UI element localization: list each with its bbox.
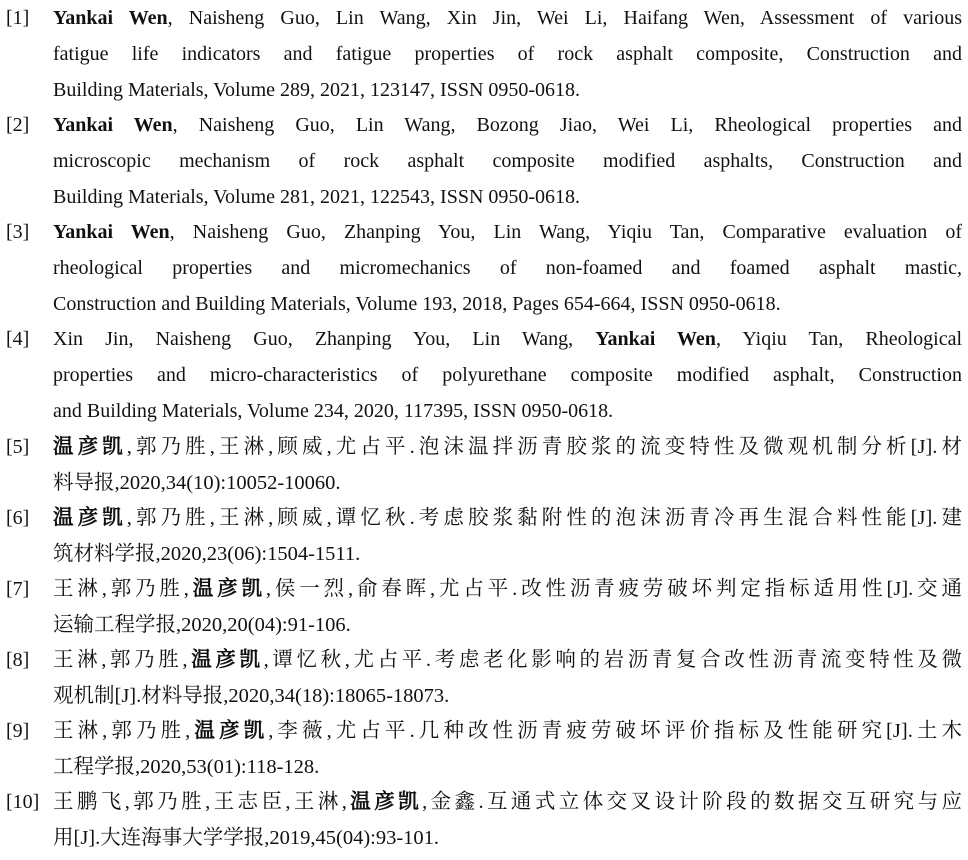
line-text: Xin Jin, Naisheng Guo, Zhanping You, Lin Wang, [53, 328, 596, 350]
reference-line: 观机制[J].材料导报,2020,34(18):18065-18073. [53, 685, 450, 707]
line-text: , Naisheng Guo, Lin Wang, Bozong Jiao, Wei Li, Rheological properties and [172, 114, 962, 136]
line-text: ,郭乃胜,王淋,顾威,谭忆秋.考虑胶浆黏附性的泡沫沥青冷再生混合料性能[J].建 [126, 507, 962, 529]
reference-number: [8] [6, 649, 30, 671]
reference-line: 料导报,2020,34(10):10052-10060. [53, 472, 341, 494]
reference-text [53, 784, 962, 856]
reference-line [53, 500, 962, 536]
line-text: ,李薇,尤占平.几种改性沥青疲劳破坏评价指标及性能研究[J].土木 [268, 720, 962, 742]
reference-text [53, 214, 962, 322]
highlighted-author: 温彦凯 [346, 791, 423, 813]
reference-line [53, 713, 962, 749]
line-text: ,侯一烈,俞春晖,尤占平.改性沥青疲劳破坏判定指标适用性[J].交通 [265, 578, 962, 600]
reference-number: [2] [6, 114, 30, 136]
reference-number: [7] [6, 578, 30, 600]
line-text: ,谭忆秋,尤占平.考虑老化影响的岩沥青复合改性沥青流变特性及微 [263, 649, 962, 671]
line-text: 王淋,郭乃胜, [53, 578, 189, 600]
highlighted-author: Yankai Wen [595, 328, 716, 350]
reference-number: [6] [6, 507, 30, 529]
line-text: , Yiqiu Tan, Rheological [715, 328, 962, 350]
line-text: ,郭乃胜,王淋,顾威,尤占平.泡沫温拌沥青胶浆的流变特性及微观机制分析[J].材 [126, 436, 962, 458]
highlighted-author: Yankai Wen [53, 114, 173, 136]
highlighted-author: Yankai Wen [53, 221, 170, 243]
reference-number: [4] [6, 328, 30, 350]
reference-text [53, 642, 962, 714]
reference-line [53, 571, 962, 607]
reference-line: 运输工程学报,2020,20(04):91-106. [53, 614, 351, 636]
line-text: , Naisheng Guo, Zhanping You, Lin Wang, Yiqiu Tan, Comparative evaluation of [169, 221, 962, 243]
reference-line: rheological properties and micromechanics of non-foamed and foamed asphalt mastic, [53, 257, 962, 279]
reference-line: fatigue life indicators and fatigue properties of rock asphalt composite, Construction and [53, 43, 962, 65]
reference-line [53, 429, 962, 465]
reference-line [53, 0, 962, 36]
reference-text [53, 571, 962, 643]
reference-line [53, 784, 962, 820]
line-text: 王鹏飞,郭乃胜,王志臣,王淋, [53, 791, 347, 813]
reference-line: properties and micro-characteristics of polyurethane composite modified asphalt, Construction [53, 364, 962, 386]
highlighted-author: 温彦凯 [53, 436, 127, 458]
reference-number: [10] [6, 791, 40, 813]
reference-line: Building Materials, Volume 281, 2021, 122543, ISSN 0950-0618. [53, 186, 581, 208]
reference-number: [5] [6, 436, 30, 458]
line-text: 王淋,郭乃胜, [53, 649, 188, 671]
reference-text [53, 0, 962, 108]
highlighted-author: 温彦凯 [190, 720, 269, 742]
reference-line: Building Materials, Volume 289, 2021, 123147, ISSN 0950-0618. [53, 79, 581, 101]
reference-line [53, 642, 962, 678]
line-text: ,金鑫.互通式立体交叉设计阶段的数据交互研究与应 [422, 791, 962, 813]
highlighted-author: 温彦凯 [188, 578, 266, 600]
reference-number: [3] [6, 221, 30, 243]
line-text: , Naisheng Guo, Lin Wang, Xin Jin, Wei Li, Haifang Wen, Assessment of various [167, 7, 962, 29]
reference-line [53, 107, 962, 143]
reference-number: [1] [6, 7, 30, 29]
reference-text [53, 107, 962, 215]
highlighted-author: 温彦凯 [187, 649, 264, 671]
reference-text [53, 713, 962, 785]
reference-number: [9] [6, 720, 30, 742]
reference-line: and Building Materials, Volume 234, 2020, 117395, ISSN 0950-0618. [53, 400, 614, 422]
reference-line: 工程学报,2020,53(01):118-128. [53, 756, 320, 778]
reference-text [53, 500, 962, 572]
reference-line [53, 214, 962, 250]
highlighted-author: 温彦凯 [53, 507, 127, 529]
line-text: 王淋,郭乃胜, [53, 720, 191, 742]
reference-line: Construction and Building Materials, Volume 193, 2018, Pages 654-664, ISSN 0950-0618. [53, 293, 781, 315]
reference-line: microscopic mechanism of rock asphalt composite modified asphalts, Construction and [53, 150, 962, 172]
reference-line [53, 321, 962, 357]
reference-text [53, 429, 962, 501]
reference-line: 用[J].大连海事大学学报,2019,45(04):93-101. [53, 827, 440, 849]
highlighted-author: Yankai Wen [53, 7, 168, 29]
reference-line: 筑材料学报,2020,23(06):1504-1511. [53, 543, 361, 565]
reference-text [53, 321, 962, 429]
